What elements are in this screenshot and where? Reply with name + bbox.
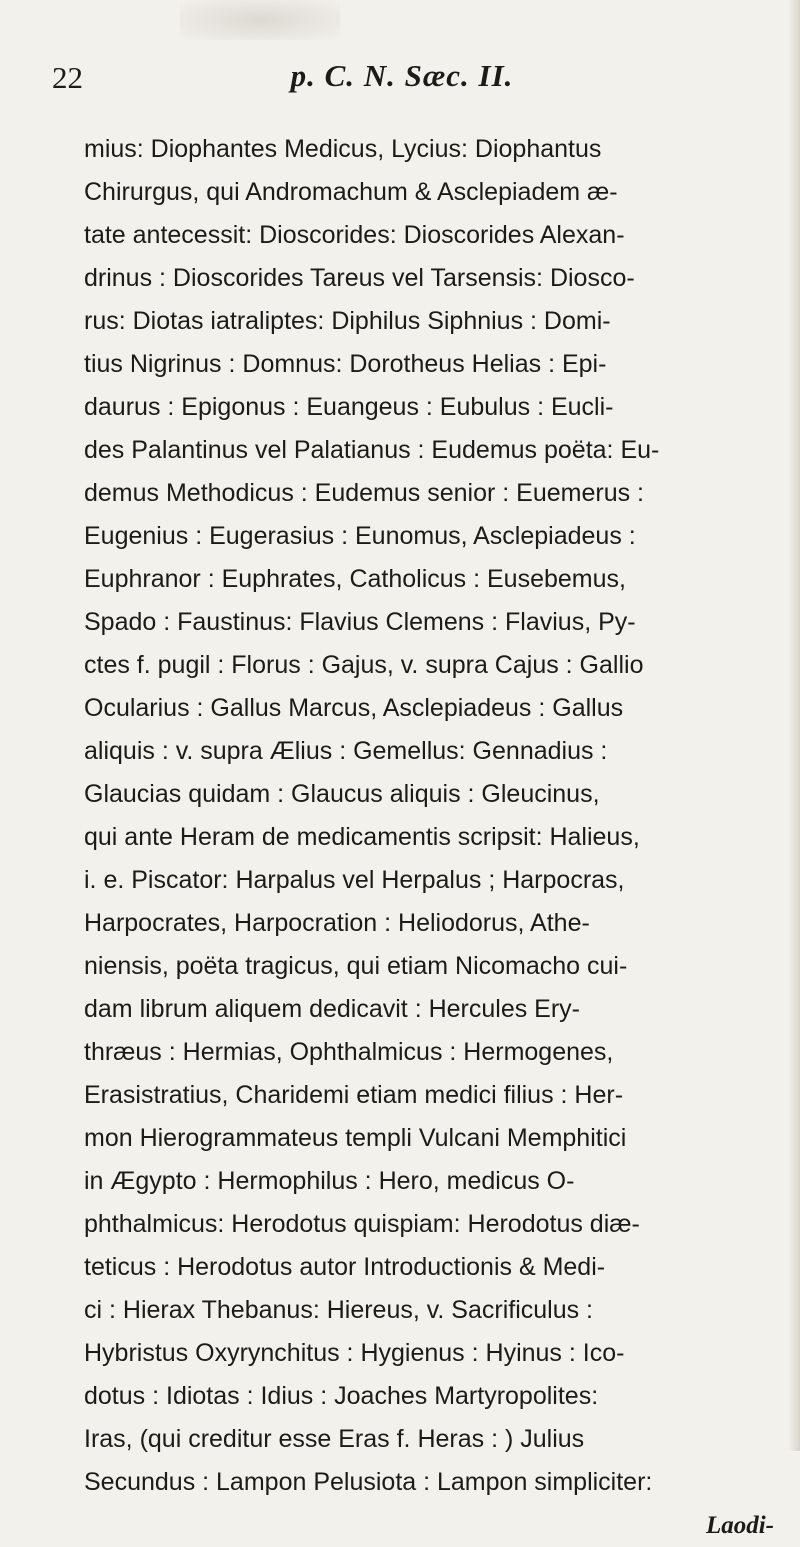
catchword: Laodi-	[705, 1512, 774, 1539]
text-line: tate antecessit: Dioscorides: Dioscorides Alexan-	[84, 221, 625, 249]
text-line: Secundus : Lampon Pelusiota : Lampon simpliciter:	[84, 1468, 653, 1496]
text-line: teticus : Herodotus autor Introductionis & Medi-	[84, 1253, 606, 1281]
text-line: qui ante Heram de medicamentis scripsit: Halieus,	[84, 823, 640, 851]
text-line: Hybristus Oxyrynchitus : Hygienus : Hyinus : Ico-	[84, 1339, 625, 1367]
text-line: Chirurgus, qui Andromachum & Asclepiadem æ-	[84, 178, 618, 206]
text-line: in Ægypto : Hermophilus : Hero, medicus O-	[84, 1167, 575, 1195]
running-title: p. C. N. Sæc. II.	[290, 58, 514, 93]
text-line: des Palantinus vel Palatianus : Eudemus poëta: Eu-	[84, 436, 660, 464]
running-head	[52, 58, 752, 98]
text-line: ctes f. pugil : Florus : Gajus, v. supra Cajus : Gallio	[84, 651, 644, 679]
text-line: daurus : Epigonus : Euangeus : Eubulus : Eucli-	[84, 393, 614, 421]
text-line: i. e. Piscator: Harpalus vel Herpalus ; Harpocras,	[84, 866, 625, 894]
body-text	[84, 128, 774, 1547]
text-line: drinus : Dioscorides Tareus vel Tarsensis: Diosco-	[84, 264, 635, 292]
text-line: Harpocrates, Harpocration : Heliodorus, Athe-	[84, 909, 590, 937]
text-line: aliquis : v. supra Ælius : Gemellus: Gennadius :	[84, 737, 608, 765]
text-line: dam librum aliquem dedicavit : Hercules Ery-	[84, 995, 581, 1023]
text-line: Eugenius : Eugerasius : Eunomus, Asclepiadeus :	[84, 522, 636, 550]
text-line: Erasistratius, Charidemi etiam medici filius : Her-	[84, 1081, 624, 1109]
text-line: rus: Diotas iatraliptes: Diphilus Siphnius : Domi-	[84, 307, 611, 335]
text-line: demus Methodicus : Eudemus senior : Euemerus :	[84, 479, 644, 507]
stain-mark	[180, 0, 340, 40]
page-edge-shadow	[788, 0, 800, 1451]
text-line: mon Hierogrammateus templi Vulcani Memphitici	[84, 1124, 627, 1152]
text-line: Ocularius : Gallus Marcus, Asclepiadeus : Gallus	[84, 694, 624, 722]
text-line: phthalmicus: Herodotus quispiam: Herodotus diæ-	[84, 1210, 640, 1238]
text-line: Euphranor : Euphrates, Catholicus : Eusebemus,	[84, 565, 626, 593]
text-line: dotus : Idiotas : Idius : Joaches Martyropolites:	[84, 1382, 599, 1410]
text-line: mius: Diophantes Medicus, Lycius: Diophantus	[84, 135, 602, 163]
page-number: 22	[52, 60, 83, 95]
text-line: niensis, poëta tragicus, qui etiam Nicomacho cui-	[84, 952, 628, 980]
text-line: thræus : Hermias, Ophthalmicus : Hermogenes,	[84, 1038, 614, 1066]
text-line: tius Nigrinus : Domnus: Dorotheus Helias : Epi-	[84, 350, 607, 378]
text-line: Glaucias quidam : Glaucus aliquis : Gleucinus,	[84, 780, 600, 808]
text-line: Iras, (qui creditur esse Eras f. Heras : ) Julius	[84, 1425, 585, 1453]
text-line: ci : Hierax Thebanus: Hiereus, v. Sacrificulus :	[84, 1296, 593, 1324]
text-line: Spado : Faustinus: Flavius Clemens : Flavius, Py-	[84, 608, 636, 636]
